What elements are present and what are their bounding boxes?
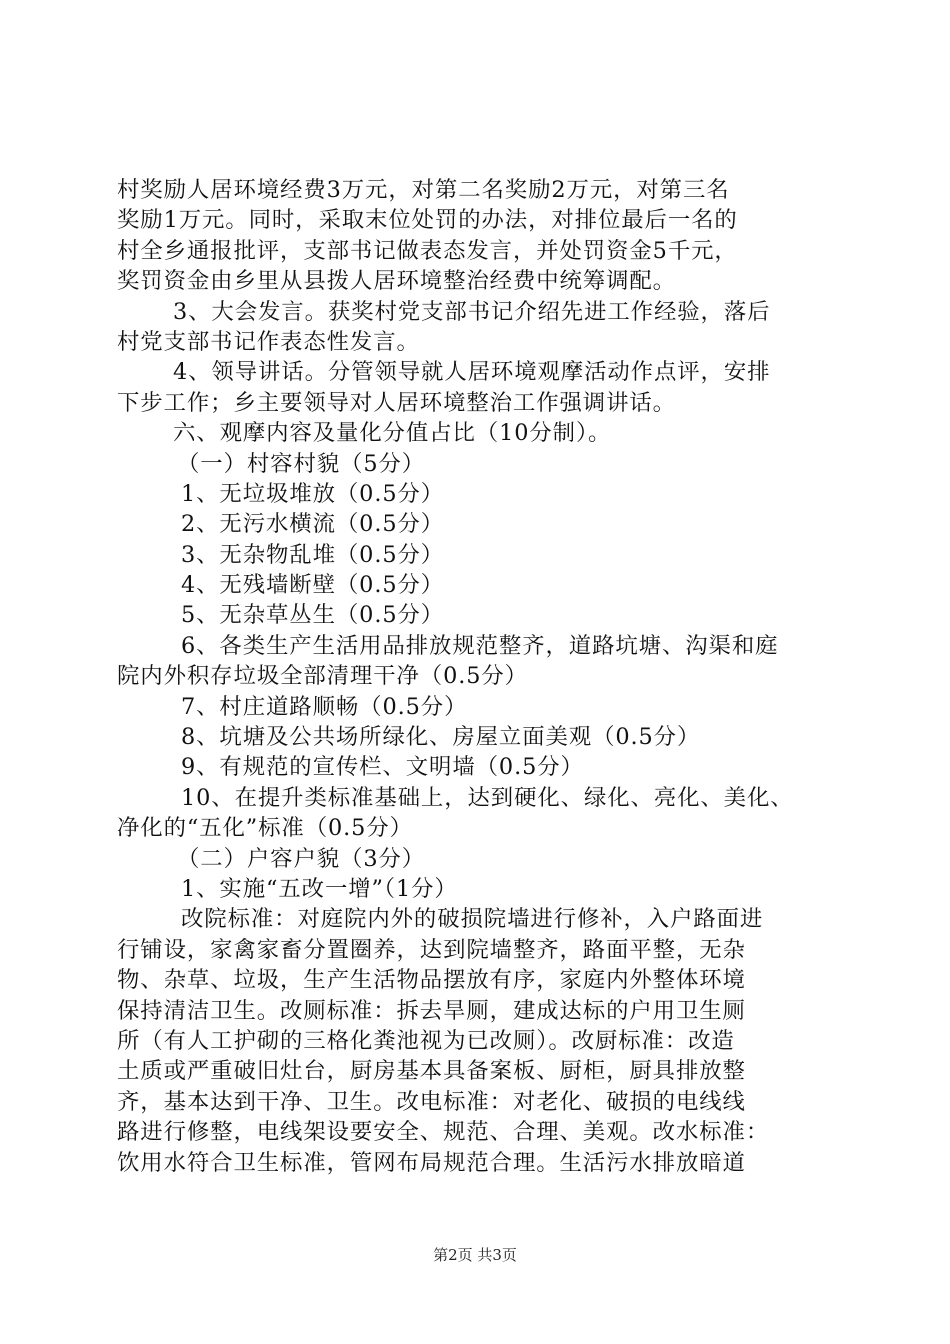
list-item: 2、无污水横流（0.5分） — [181, 511, 445, 538]
text-line: 饮用水符合卫生标准，管网布局规范合理。生活污水排放暗道 — [117, 1149, 746, 1176]
text-line: 行铺设，家禽家畜分置圈养，达到院墙整齐，路面平整，无杂 — [117, 936, 746, 963]
list-item: 1、实施“五改一增”（1分） — [181, 875, 458, 902]
paragraph-start-line: 改院标准：对庭院内外的破损院墙进行修补，入户路面进 — [181, 906, 764, 933]
section-heading: 六、观摩内容及量化分值占比（10分制）。 — [173, 420, 612, 447]
text-line: 奖罚资金由乡里从县拨人居环境整治经费中统筹调配。 — [117, 268, 676, 295]
text-line: 土质或严重破旧灶台，厨房基本具备案板、厨柜，厨具排放整 — [117, 1058, 746, 1085]
list-item: 7、村庄道路顺畅（0.5分） — [181, 693, 468, 720]
list-item: 6、各类生产生活用品排放规范整齐，道路坑塘、沟渠和庭 — [181, 632, 779, 659]
paragraph-start-line: 3、大会发言。获奖村党支部书记介绍先进工作经验，落后 — [173, 298, 771, 325]
text-line: 院内外积存垃圾全部清理干净（0.5分） — [117, 663, 528, 690]
text-line: 齐，基本达到干净、卫生。改电标准：对老化、破损的电线线 — [117, 1088, 746, 1115]
list-item: 1、无垃圾堆放（0.5分） — [181, 480, 445, 507]
paragraph-start-line: 4、领导讲话。分管领导就人居环境观摩活动作点评，安排 — [173, 359, 771, 386]
subsection-heading: （一）村容村貌（5分） — [177, 450, 426, 477]
text-line: 保持清洁卫生。改厕标准：拆去旱厕，建成达标的户用卫生厕 — [117, 997, 746, 1024]
list-item: 8、坑塘及公共场所绿化、房屋立面美观（0.5分） — [181, 724, 701, 751]
list-item: 10、在提升类标准基础上，达到硬化、绿化、亮化、美化、 — [181, 784, 794, 811]
text-line: 村奖励人居环境经费3万元，对第二名奖励2万元，对第三名 — [117, 177, 730, 203]
list-item: 9、有规范的宣传栏、文明墙（0.5分） — [181, 754, 584, 781]
text-line: 奖励1万元。同时，采取末位处罚的办法，对排位最后一名的 — [117, 207, 738, 234]
text-line: 路进行修整，电线架设要安全、规范、合理、美观。改水标准： — [117, 1119, 770, 1146]
text-line: 所（有人工护砌的三格化粪池视为已改厕）。改厨标准：改造 — [117, 1027, 735, 1054]
document-body — [117, 175, 837, 1178]
text-line: 村党支部书记作表态性发言。 — [117, 328, 420, 355]
text-line: 下步工作；乡主要领导对人居环境整治工作强调讲话。 — [117, 389, 676, 416]
subsection-heading: （二）户容户貌（3分） — [177, 845, 426, 872]
list-item: 5、无杂草丛生（0.5分） — [181, 602, 445, 629]
page-number-footer: 第2页 共3页 — [433, 1246, 517, 1264]
list-item: 4、无残墙断壁（0.5分） — [181, 572, 445, 599]
text-line: 村全乡通报批评，支部书记做表态发言，并处罚资金5千元， — [117, 237, 738, 264]
text-line: 物、杂草、垃圾，生产生活物品摆放有序，家庭内外整体环境 — [117, 967, 746, 994]
list-item: 3、无杂物乱堆（0.5分） — [181, 541, 445, 568]
text-line: 净化的“五化”标准（0.5分） — [117, 815, 413, 842]
